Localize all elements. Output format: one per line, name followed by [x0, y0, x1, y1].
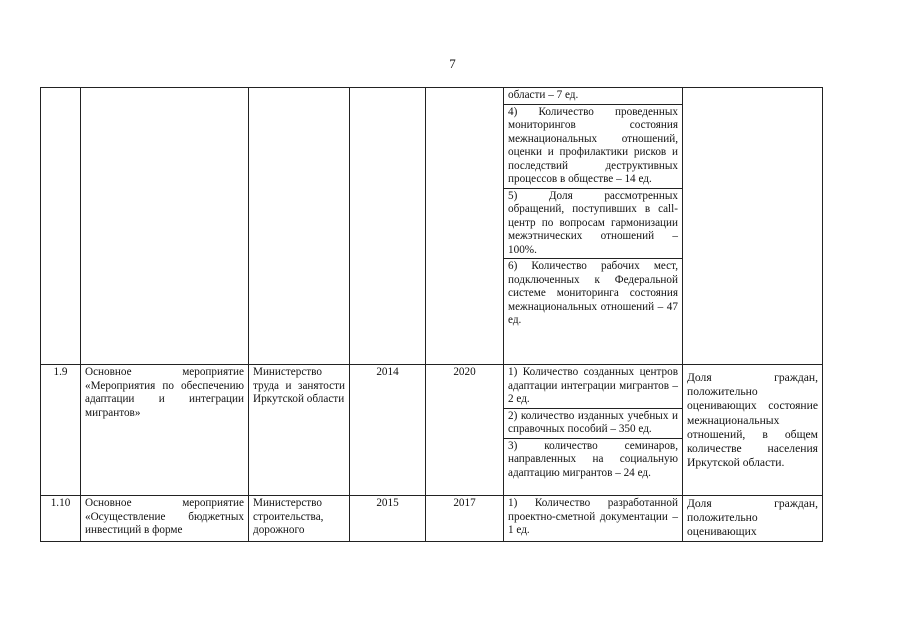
indicator-item: 1) Количество созданных центров адаптации интеграции мигрантов – 2 ед.	[508, 366, 678, 405]
indicators-cell	[504, 496, 683, 542]
result-cell: Доля граждан, положительно оценивающих состояние межнациональных отношений, в общем количестве населения Иркутской области.	[683, 365, 823, 496]
table-row	[41, 496, 823, 542]
executor-cell: Министерство труда и занятости Иркутской области	[249, 365, 350, 496]
indicator-item: 5) Доля рассмотренных обращений, поступивших в call-центр по вопросам гармонизации межэтнических отношений – 100%.	[504, 188, 682, 259]
row-number	[41, 88, 81, 365]
page-number: 7	[449, 56, 456, 71]
indicators-cell	[504, 88, 683, 365]
program-table	[40, 87, 823, 542]
executor-cell: Министерство строительства, дорожного	[249, 496, 350, 542]
indicator-item: области – 7 ед.	[508, 89, 579, 101]
table-row	[41, 88, 823, 365]
executor-cell	[249, 88, 350, 365]
start-year-cell: 2014	[350, 365, 426, 496]
indicator-item: 1) Количество разработанной проектно-сметной документации – 1 ед.	[508, 497, 678, 536]
event-cell: Основное мероприятие «Осуществление бюджетных инвестиций в форме	[81, 496, 249, 542]
indicator-item: 3) количество семинаров, направленных на социальную адаптацию мигрантов – 24 ед.	[504, 438, 682, 482]
result-cell: Доля граждан, положительно оценивающих	[683, 496, 823, 542]
start-year-cell: 2015	[350, 496, 426, 542]
indicator-item: 6) Количество рабочих мест, подключенных к Федеральной системе мониторинга состояния межнациональных отношений – 47 ед.	[504, 258, 682, 329]
table-row	[41, 365, 823, 496]
indicator-item: 4) Количество проведенных мониторингов состояния межнациональных отношений, оценки и профилактики рисков и последствий деструктивных процессов в обществе – 14 ед.	[504, 104, 682, 188]
start-year-cell	[350, 88, 426, 365]
row-number: 1.10	[41, 496, 81, 542]
end-year-cell: 2020	[426, 365, 504, 496]
event-cell	[81, 88, 249, 365]
row-number: 1.9	[41, 365, 81, 496]
indicator-item: 2) количество изданных учебных и справочных пособий – 350 ед.	[504, 408, 682, 438]
end-year-cell	[426, 88, 504, 365]
event-cell: Основное мероприятие «Мероприятия по обеспечению адаптации и интеграции мигрантов»	[81, 365, 249, 496]
end-year-cell: 2017	[426, 496, 504, 542]
result-cell	[683, 88, 823, 365]
indicators-cell	[504, 365, 683, 496]
